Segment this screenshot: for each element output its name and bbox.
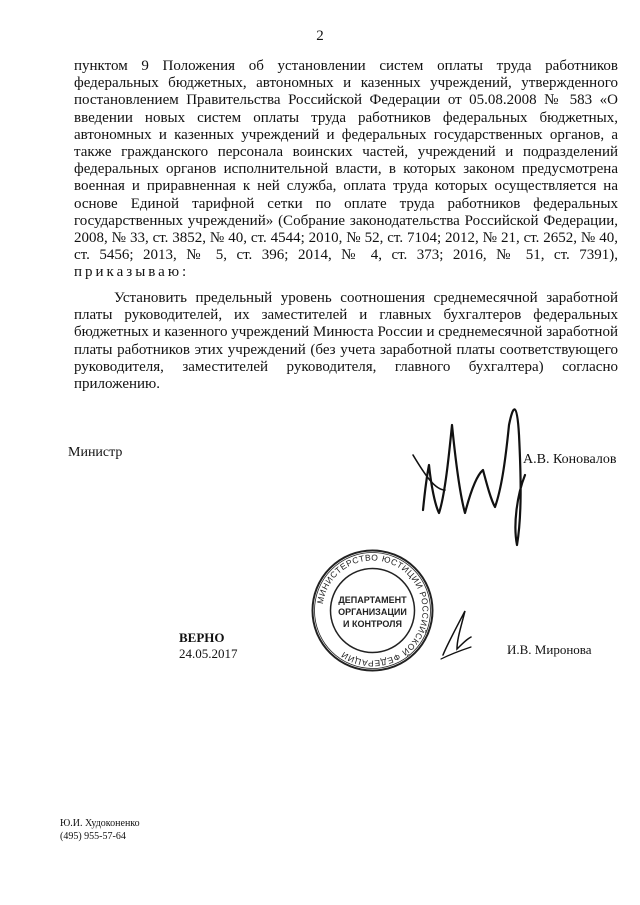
minister-title: Министр	[68, 445, 123, 460]
minister-signature	[405, 395, 555, 555]
executor-block	[60, 817, 140, 843]
legal-basis-paragraph	[74, 58, 618, 282]
certified-label: ВЕРНО	[179, 630, 225, 645]
department-seal	[310, 548, 435, 673]
seal-line-3: И КОНТРОЛЯ	[343, 619, 402, 629]
order-word: приказываю:	[74, 264, 190, 281]
certifier-name: И.В. Миронова	[507, 642, 592, 657]
certifier-signature	[437, 605, 477, 665]
seal-line-1: ДЕПАРТАМЕНТ	[338, 595, 407, 605]
minister-name: А.В. Коновалов	[523, 452, 617, 467]
certified-date: 24.05.2017	[179, 646, 238, 661]
page-number: 2	[316, 28, 324, 44]
legal-basis-text: пунктом 9 Положения об установлении систем оплаты труда работников федеральных бюджетных, автономных и казенных учреждений, утвержденного постановлением Правительства Российской Федерации от 05.08.2008 № 583 «О введении новых систем оплаты труда работников федеральных бюджетных, автономных и казенных учреждений и федеральных государственных органов, а также гражданского персонала воинских частей, учреждений и подразделений федеральных органов исполнительной власти, в которых законом предусмотрена военная и приравненная к ней служба, оплата труда которых осуществляется на основе Единой тарифной сетки по оплате труда работников федеральных государственных учреждений» (Собрание законодательства Российской Федерации, 2008, № 33, ст. 3852, № 40, ст. 4544; 2010, № 52, ст. 7104; 2012, № 21, ст. 2652, № 40, ст. 5456; 2013, № 5, ст. 396; 2014, № 4, ст. 373; 2016, № 51, ст. 7391),	[74, 58, 618, 264]
executor-name: Ю.И. Худоконенко	[60, 818, 140, 829]
order-paragraph: Установить предельный уровень соотношения среднемесячной заработной платы руководителей, их заместителей и главных бухгалтеров федеральных бюджетных и казенного учреждений Минюста России и среднемесячной заработной платы работников этих учреждений (без учета заработной платы соответствующего руководителя, заместителей руководителя, главного бухгалтера) согласно приложению.	[74, 290, 618, 393]
executor-phone: (495) 955-57-64	[60, 831, 126, 842]
seal-ring-text: МИНИСТЕРСТВО ЮСТИЦИИ РОССИЙСКОЙ ФЕДЕРАЦИИ	[314, 552, 431, 669]
seal-line-2: ОРГАНИЗАЦИИ	[338, 607, 407, 617]
